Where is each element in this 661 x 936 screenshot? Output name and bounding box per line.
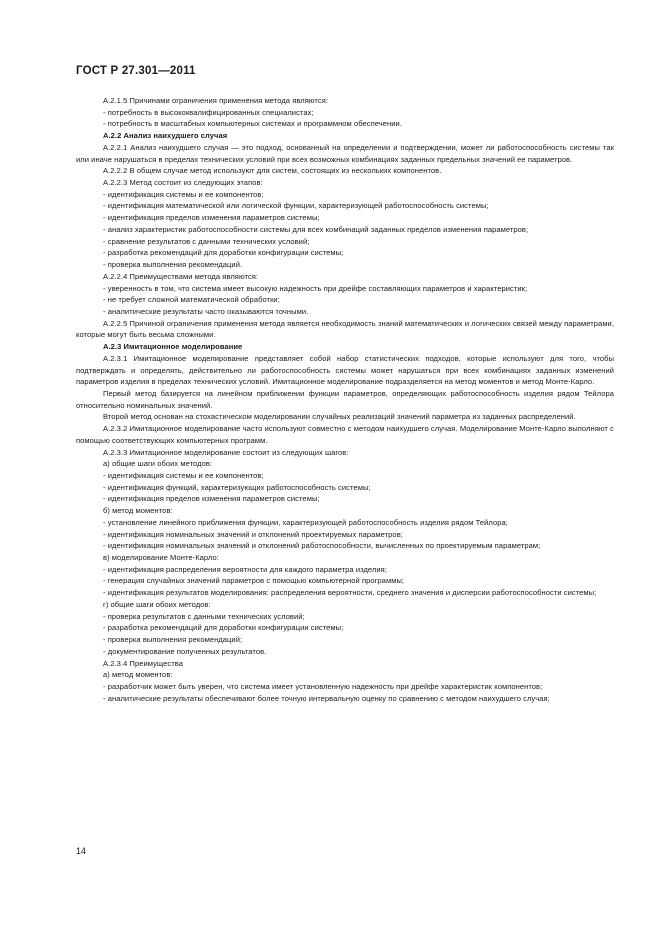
paragraph: - документирование полученных результатов. (103, 646, 267, 656)
paragraph: А.2.3.4 Преимущества (103, 658, 183, 668)
paragraph: А.2.3.1 Имитационное моделирование представляет собой набор статистических подходов, которые используют для того, чтобы подтверждать и определять, действительно ли работоспособность системы может нарушаться при всех комбинациях заданных изменений параметров изделия в пределах технических условий. Имитационное моделирование подразделяется на метод моментов и метод Монте-Карло. (76, 353, 614, 387)
paragraph: б) метод моментов: (103, 506, 173, 516)
paragraph: - идентификация математической или логической функции, характеризующей работоспособность системы; (103, 201, 489, 211)
paragraph: А.2.2.4 Преимуществами метода являются: (103, 271, 259, 281)
paragraph: а) общие шаги обоих методов: (103, 459, 213, 469)
paragraph: - идентификация распределения вероятности для каждого параметра изделия; (103, 564, 387, 574)
paragraph: - идентификация системы и ее компонентов; (103, 471, 264, 480)
document-header: ГОСТ Р 27.301—2011 (76, 65, 196, 77)
paragraph: А.2.3.3 Имитационное моделирование состоит из следующих шагов: (103, 447, 349, 457)
paragraph: - разработка рекомендаций для доработки конфигурации системы; (103, 248, 344, 258)
paragraph: - потребность в масштабных компьютерных системах и программном обеспечении. (103, 119, 402, 129)
paragraph: А.2.3 Имитационное моделирование (103, 342, 243, 352)
paragraph: - идентификация пределов изменения параметров системы; (103, 494, 320, 504)
paragraph: - потребность в высококвалифицированных специалистах; (103, 107, 314, 117)
paragraph: - разработчик может быть уверен, что система имеет установленную надежность при дрейфе характеристик компонентов; (103, 681, 543, 691)
paragraph: - проверка выполнения рекомендаций; (103, 635, 243, 645)
paragraph: А.2.2.2 В общем случае метод используют для систем, состоящих из нескольких компонентов. (103, 166, 442, 176)
paragraph: - идентификация результатов моделирования: распределения вероятности, среднего значения и дисперсии работоспособности системы; (103, 588, 597, 598)
paragraph: Второй метод основан на стохастическом моделировании случайных реализаций значений параметра из заданных распределений. (103, 412, 576, 422)
paragraph: - идентификация системы и ее компонентов; (103, 189, 264, 199)
paragraph: - идентификация номинальных значений и отклонений работоспособности, вычисленных по проектируемым параметрам; (103, 541, 541, 551)
paragraph: - разработка рекомендаций для доработки конфигурации системы; (103, 623, 344, 633)
paragraph: - идентификация номинальных значений и отклонений проектируемых параметров; (103, 529, 403, 539)
document-body (76, 95, 614, 704)
paragraph: - идентификация пределов изменения параметров системы; (103, 213, 320, 223)
paragraph: А.2.1.5 Причинами ограничения применения метода являются: (103, 96, 328, 105)
paragraph: - идентификация функций, характеризующих работоспособность системы; (103, 482, 371, 492)
paragraph: А.2.2.1 Анализ наихудшего случая — это подход, основанный на определении и подтверждении, может ли работоспособность системы так или иначе нарушаться в пределах технических условий при всех возможных комбинациях заданных предельных значений ее параметров. (76, 142, 614, 164)
paragraph: А.2.3.2 Имитационное моделирование часто используют совместно с методом наихудшего случая. Моделирование Монте-Карло выполняют с помощью соответствующих компьютерных программ. (76, 424, 614, 445)
paragraph: - уверенность в том, что система имеет высокую надежность при дрейфе составляющих параметров и характеристик; (103, 283, 528, 293)
paragraph: - сравнение результатов с данными технических условий; (103, 236, 310, 246)
paragraph: а) метод моментов: (103, 670, 173, 680)
paragraph: - установление линейного приближения функции, характеризующей работоспособность изделия рядом Тейлора; (103, 517, 508, 527)
paragraph: А.2.2.3 Метод состоит из следующих этапов: (103, 178, 263, 188)
paragraph: А.2.2 Анализ наихудшего случая (103, 131, 228, 141)
paragraph: - анализ характеристик работоспособности системы для всех комбинаций заданных пределов изменения параметров; (103, 224, 529, 234)
paragraph: - генерация случайных значений параметров с помощью компьютерной программы; (103, 576, 405, 586)
paragraph: - аналитические результаты обеспечивают более точную интервальную оценку по сравнению с методом наихудшего случая; (103, 693, 550, 703)
paragraph: - проверка результатов с данными технических условий; (103, 611, 305, 621)
paragraph: А.2.2.5 Причиной ограничения применения метода является необходимость знаний математических и логических связей между параметрами, которые могут быть весьма сложными. (76, 318, 614, 340)
paragraph: - проверка выполнения рекомендаций. (103, 260, 243, 270)
paragraph: в) моделирование Монте-Карло: (103, 553, 219, 563)
paragraph: Первый метод базируется на линейном приближении функции параметров, определяющих работоспособность изделия рядом Тейлора относительно номинальных значений. (76, 388, 614, 410)
paragraph: г) общие шаги обоих методов: (103, 599, 211, 609)
paragraph: - не требует сложной математической обработки; (103, 295, 280, 305)
page-number: 14 (76, 846, 87, 856)
paragraph: - аналитические результаты часто оказываются точными. (103, 306, 309, 316)
